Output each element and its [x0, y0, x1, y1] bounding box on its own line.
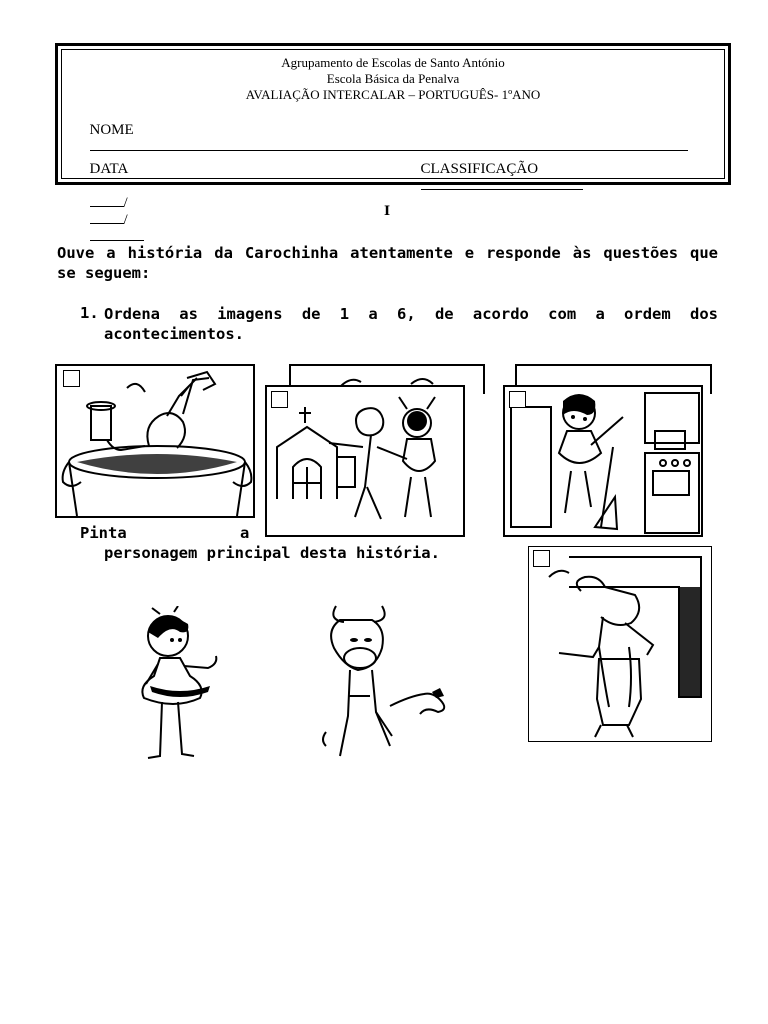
exam-title: AVALIAÇÃO INTERCALAR – PORTUGUÊS- 1ºANO: [245, 87, 541, 102]
date-day-field[interactable]: [90, 206, 124, 207]
image-sweeping: [503, 385, 703, 537]
name-row: [67, 105, 688, 173]
question2-line1: [80, 523, 256, 543]
image-couple-walking: [265, 385, 465, 537]
order-checkbox[interactable]: [271, 391, 288, 408]
name-label: NOME: [89, 122, 134, 138]
sweeping-illustration: [505, 387, 703, 537]
question-number: 1.: [80, 304, 99, 322]
header-box: [55, 43, 731, 228]
carochinha-icon: [130, 606, 230, 766]
bull-icon: [320, 596, 454, 762]
section-number: I: [384, 204, 391, 219]
date-separator: /: [123, 212, 128, 228]
couple-walking-illustration: [267, 387, 465, 537]
header-inner: [61, 49, 725, 228]
mouse-in-pot-illustration: [57, 366, 255, 518]
classification-label: CLASSIFICAÇÃO: [420, 161, 539, 177]
character-bull[interactable]: [320, 596, 454, 762]
date-month-field[interactable]: [90, 223, 124, 224]
image-mouse-in-pot: [55, 364, 255, 518]
date-separator: /: [123, 195, 128, 211]
order-checkbox[interactable]: [533, 550, 550, 567]
classification-field[interactable]: [421, 189, 583, 190]
character-carochinha[interactable]: [130, 606, 230, 766]
order-checkbox[interactable]: [509, 391, 526, 408]
school-name: Escola Básica da Penalva: [326, 71, 460, 86]
question2-line2: personagem principal desta história.: [104, 544, 440, 562]
question2-word-a: a: [240, 524, 250, 542]
image-pig: [528, 546, 712, 742]
classification-row: [398, 144, 583, 212]
date-year-field[interactable]: [90, 240, 144, 241]
intro-text: Ouve a história da Carochinha atentamente e responde às questões que se seguem:: [57, 244, 718, 282]
pig-illustration: [529, 547, 712, 742]
name-field[interactable]: [90, 150, 688, 151]
question-text: Ordena as imagens de 1 a 6, de acordo com a ordem dos acontecimentos.: [104, 305, 718, 343]
question2-word-pinta: Pinta: [80, 524, 127, 542]
order-checkbox[interactable]: [63, 370, 80, 387]
date-label: DATA: [89, 161, 129, 177]
school-group: Agrupamento de Escolas de Santo António: [281, 55, 505, 70]
